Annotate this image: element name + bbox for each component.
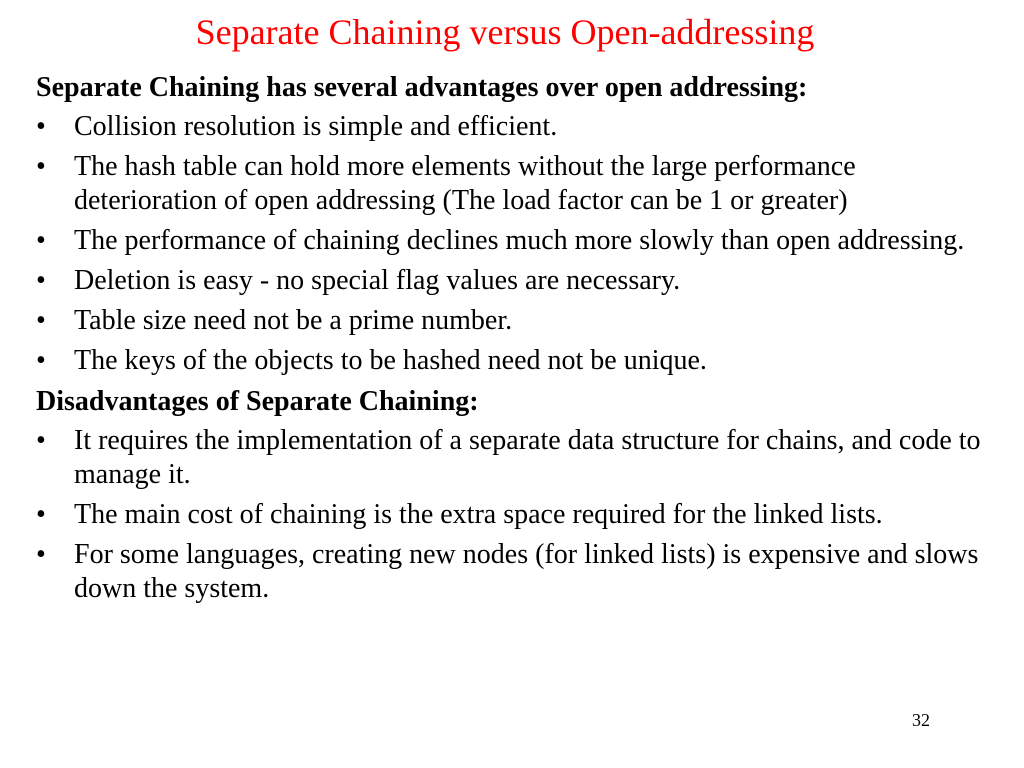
advantage-item: [36, 344, 996, 378]
advantage-text: Deletion is easy - no special flag values are necessary.: [74, 265, 681, 296]
disadvantages-list: [36, 424, 996, 606]
advantages-heading: Separate Chaining has several advantages over open addressing:: [36, 72, 808, 103]
bullet-icon: •: [36, 265, 46, 296]
slide-content: [36, 70, 996, 612]
advantage-text: Collision resolution is simple and efficient.: [74, 111, 558, 142]
bullet-icon: •: [36, 539, 46, 570]
advantage-item: [36, 224, 996, 258]
bullet-icon: •: [36, 305, 46, 336]
advantage-item: [36, 110, 996, 144]
advantage-item: [36, 304, 996, 338]
advantage-text: The keys of the objects to be hashed need not be unique.: [74, 345, 707, 376]
advantages-list: [36, 110, 996, 378]
page-number: 32: [912, 710, 930, 730]
advantage-text: The hash table can hold more elements without the large performance deterioration of open addressing (The load factor can be 1 or greater): [74, 151, 856, 216]
bullet-icon: •: [36, 151, 46, 182]
advantage-text: The performance of chaining declines much more slowly than open addressing.: [74, 225, 965, 256]
bullet-icon: •: [36, 499, 46, 530]
disadvantage-item: [36, 538, 996, 606]
disadvantage-text: It requires the implementation of a separate data structure for chains, and code to manage it.: [74, 425, 981, 490]
bullet-icon: •: [36, 225, 46, 256]
bullet-icon: •: [36, 345, 46, 376]
advantage-item: [36, 150, 996, 218]
bullet-icon: •: [36, 111, 46, 142]
disadvantage-item: [36, 498, 996, 532]
slide-title: Separate Chaining versus Open-addressing: [195, 12, 815, 52]
disadvantages-heading: Disadvantages of Separate Chaining:: [36, 386, 479, 417]
disadvantage-item: [36, 424, 996, 492]
bullet-icon: •: [36, 425, 46, 456]
disadvantage-text: For some languages, creating new nodes (for linked lists) is expensive and slows down the system.: [74, 539, 979, 604]
advantage-item: [36, 264, 996, 298]
disadvantage-text: The main cost of chaining is the extra space required for the linked lists.: [74, 499, 883, 530]
advantage-text: Table size need not be a prime number.: [74, 305, 513, 336]
